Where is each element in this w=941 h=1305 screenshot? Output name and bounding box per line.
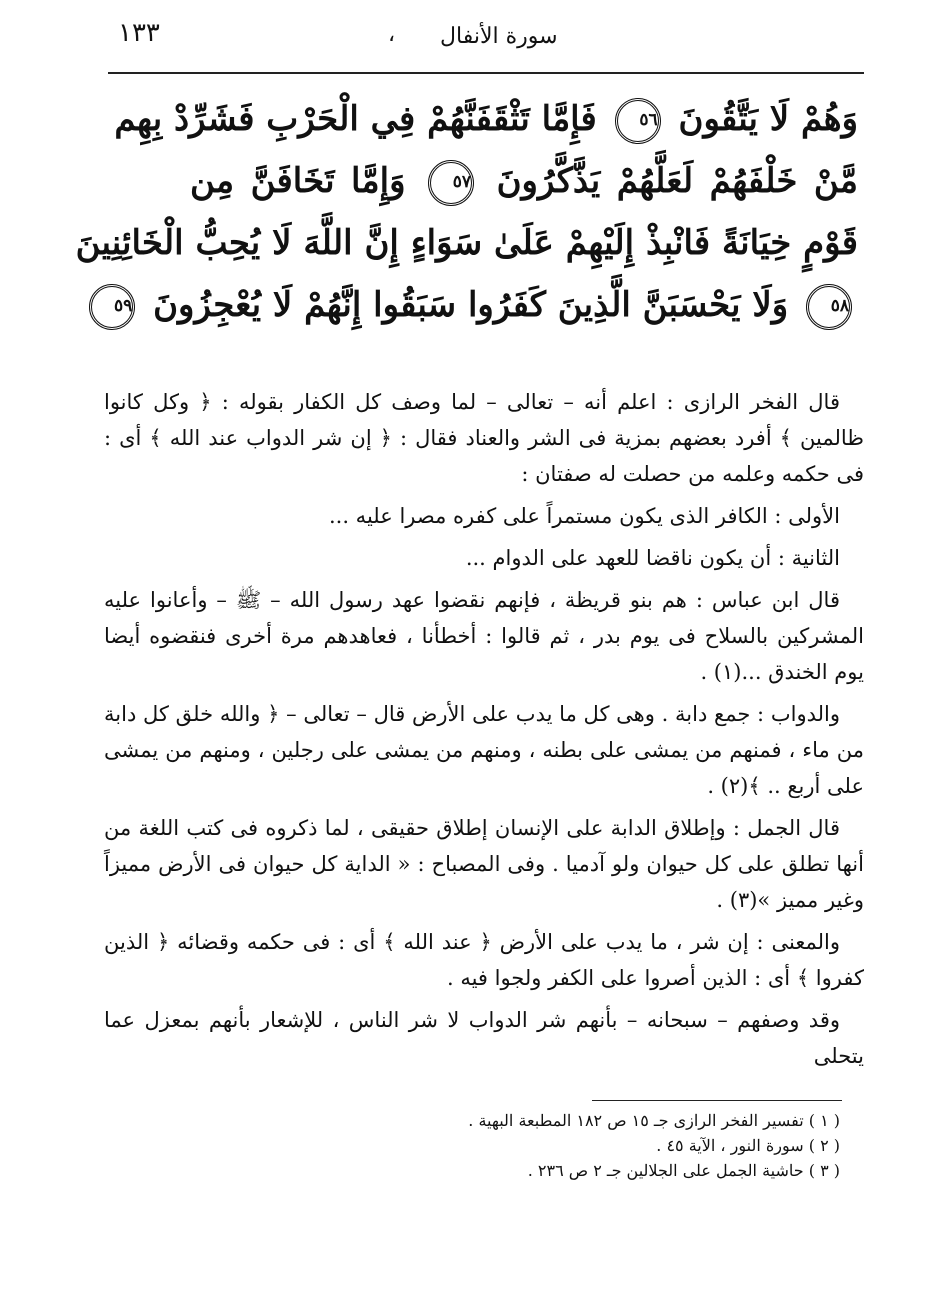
ayah-number-marker: ٥٦ (615, 98, 661, 144)
verse-text: وَإِمَّا تَخَافَنَّ مِن (190, 161, 406, 201)
paragraph: قال الفخر الرازى : اعلم أنه – تعالى – لما وصف كل الكفار بقوله : ﴿ وكل كانوا ظالمين ﴾ أفرد بعضهم بمزية فى الشر والعناد فقال : ﴿ إن شر الدواب عند الله ﴾ أى : فى حكمه وعلمه من حصلت له صفتان : (104, 390, 864, 486)
page-number: ١٣٣ (118, 18, 160, 48)
surah-title: سورة الأنفال (440, 24, 558, 49)
paragraph: وقد وصفهم – سبحانه – بأنهم شر الدواب لا شر الناس ، للإشعار بأنهم بمعزل عما يتحلى (104, 1008, 864, 1068)
quran-line (190, 150, 858, 212)
verse-text: وَهُمْ لَا يَتَّقُونَ (678, 99, 858, 139)
paragraph: والمعنى : إن شر ، ما يدب على الأرض ﴿ عند الله ﴾ أى : فى حكمه وقضائه ﴿ الذين كفروا ﴾ أى : الذين أصروا على الكفر ولجوا فيه . (104, 930, 864, 990)
header-rule (108, 72, 864, 74)
commentary-text (104, 384, 864, 1080)
paragraph: والدواب : جمع دابة . وهى كل ما يدب على الأرض قال – تعالى – ﴿ والله خلق كل دابة من ماء ، فمنهم من يمشى على بطنه ، ومنهم من يمشى على رجلين ، ومنهم من يمشى على أربع .. ﴾(٢) . (104, 702, 864, 798)
footnote: ( ٣ ) حاشية الجمل على الجلالين جـ ٢ ص ٢٣٦ . (527, 1161, 840, 1180)
verse-text: فَإِمَّا تَثْقَفَنَّهُمْ فِي الْحَرْبِ فَشَرِّدْ بِهِم (114, 99, 597, 139)
ayah-number-marker: ٥٩ (89, 284, 135, 330)
footnotes (300, 1108, 840, 1183)
quran-line (114, 88, 858, 150)
ayah-number-marker: ٥٧ (428, 160, 474, 206)
paragraph: قال الجمل : وإطلاق الدابة على الإنسان إطلاق حقيقى ، لما ذكروه فى كتب اللغة من أنها تطلق على كل حيوان ولو آدميا . وفى المصباح : « الداية كل حيوان فى الأرض مميزاً وغير مميز »(٣) . (104, 816, 864, 912)
quran-verses (75, 88, 858, 336)
paragraph: الأولى : الكافر الذى يكون مستمراً على كفره مصرا عليه ... (328, 504, 840, 528)
quran-line (75, 212, 858, 274)
verse-text: قَوْمٍ خِيَانَةً فَانْبِذْ إِلَيْهِمْ عَلَىٰ سَوَاءٍ إِنَّ اللَّهَ لَا يُحِبُّ الْخَائِنِينَ (75, 223, 858, 263)
ayah-number-marker: ٥٨ (806, 284, 852, 330)
verse-text: مَّنْ خَلْفَهُمْ لَعَلَّهُمْ يَذَّكَّرُونَ (496, 161, 858, 201)
paragraph: الثانية : أن يكون ناقضا للعهد على الدوام ... (465, 546, 840, 570)
header-mark: ، (388, 22, 396, 47)
paragraph: قال ابن عباس : هم بنو قريظة ، فإنهم نقضوا عهد رسول الله – ﷺ – وأعانوا عليه المشركين بالسلاح فى يوم بدر ، ثم قالوا : أخطأنا ، فعاهدهم مرة أخرى فنقضوه أيضا يوم الخندق ...(١) . (104, 588, 864, 684)
quran-line (113, 274, 858, 336)
footnote: ( ٢ ) سورة النور ، الآية ٤٥ . (656, 1136, 840, 1155)
footnote-rule (592, 1100, 842, 1101)
verse-text: وَلَا يَحْسَبَنَّ الَّذِينَ كَفَرُوا سَبَقُوا إِنَّهُمْ لَا يُعْجِزُونَ (153, 285, 789, 325)
footnote: ( ١ ) تفسير الفخر الرازى جـ ١٥ ص ١٨٢ المطبعة البهية . (468, 1111, 840, 1130)
